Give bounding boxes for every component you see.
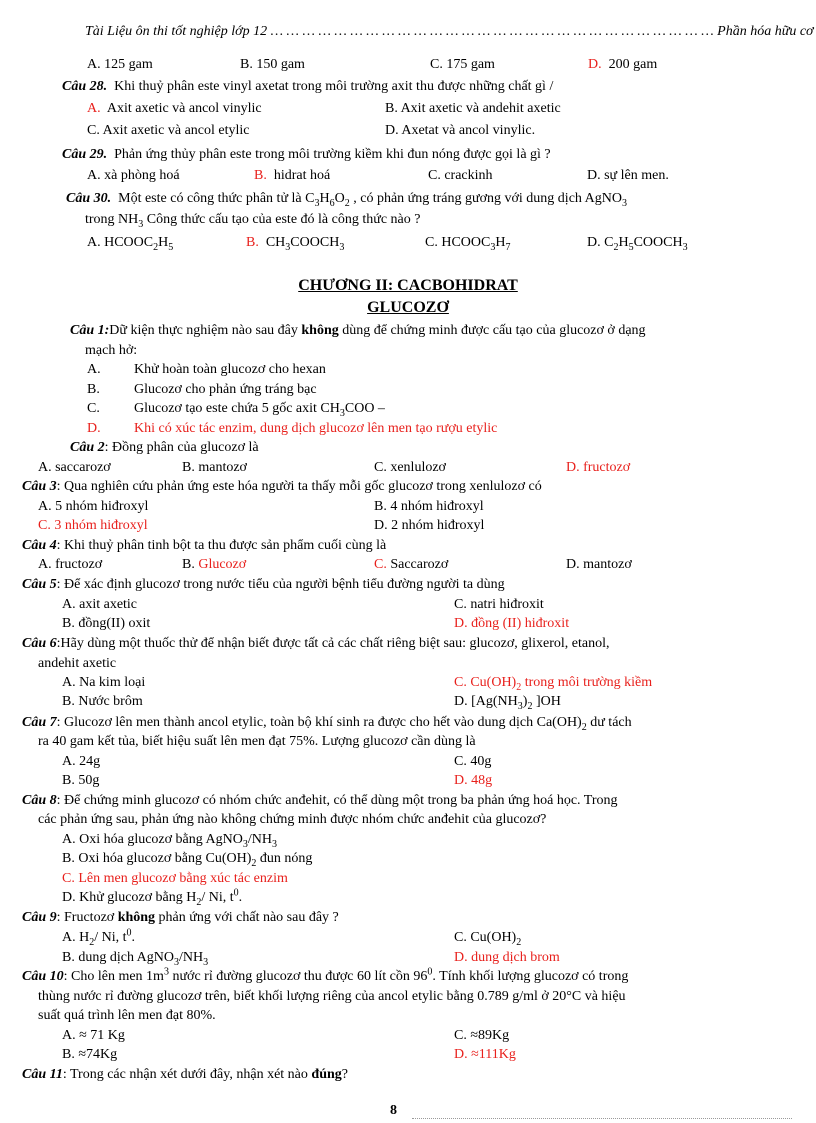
c9-option-a: A. $H_2/$ Ni, $t^0$. [62,927,136,948]
q30-question-line2: trong $NH_3$ Công thức cấu tạo của este đó là công thức nào ? [85,212,421,230]
q27-option-a: A. 125 gam [87,57,153,72]
c5-option-d: D. đồng (II) hiđroxit [454,616,570,631]
q27-option-d: D. 200 gam [588,57,658,72]
c5-option-b: B. đồng(II) oxit [62,616,151,631]
q28-option-d: D. Axetat và ancol vinylic. [385,123,536,138]
c10-question-line3: suất quá trình lên men đạt 80%. [38,1008,216,1023]
c3-option-a: A. 5 nhóm hiđroxyl [38,499,149,514]
page-header: Tài Liệu ôn thi tốt nghiệp lớp 12 … … … … … … … … … … … … … … … … … … … … … … … … … … … … Phần hóa hữu cơ [85,24,814,39]
c6-option-c: C. $Cu(OH)_2$ trong môi trường kiềm [454,675,653,693]
c11-question: Câu 11: Trong các nhận xét dưới đây, nhận xét nào đúng? [22,1067,348,1082]
c7-question: Câu 7: Glucozơ lên men thành ancol etylic, toàn bộ khí sinh ra được cho hết vào dung dịch $Ca(OH)_2$ dư tách [22,715,632,733]
q29-question: Câu 29. Phản ứng thủy phân este trong môi trường kiềm khi đun nóng được gọi là gì ? [62,147,551,162]
q29-option-d: D. sự lên men. [587,168,669,183]
c8-option-a: A. Oxi hóa glucozơ bằng $AgNO_3/NH_3$ [62,832,277,850]
c6-question: Câu 6:Hãy dùng một thuốc thử để nhận biết được tất cả các chất riêng biệt sau: glucozơ, glixerol, etanol, [22,636,610,651]
c9-option-d: D. dung dịch brom [454,950,560,965]
c3-option-d: D. 2 nhóm hiđroxyl [374,518,485,533]
c9-option-c: C. $Cu(OH)_2$ [454,930,522,948]
c8-option-d: D. Khử glucozơ bằng $H_2/$ Ni, $t^0$. [62,887,243,908]
c2-option-c: C. xenlulozơ [374,460,446,475]
c1-option-d: D. Khi có xúc tác enzim, dung dịch glucozơ lên men tạo rượu etylic [87,421,498,436]
q30-question: Câu 30. Một este có công thức phân tử là $C_3H_6O_2$ , có phản ứng tráng gương với dung dịch AgNO$_3$ [66,191,627,209]
c6-option-d: D. [$Ag(NH_3)_2$ ]OH [454,694,561,712]
q29-option-a: A. xà phòng hoá [87,168,180,183]
c8-question: Câu 8: Để chứng minh glucozơ có nhóm chức anđehit, có thể dùng một trong ba phản ứng hoá học. Trong [22,793,618,808]
c2-option-b: B. mantozơ [182,460,247,475]
c3-option-c: C. 3 nhóm hiđroxyl [38,518,148,533]
q29-option-b: B. hidrat hoá [254,168,331,183]
q28-option-c: C. Axit axetic và ancol etylic [87,123,250,138]
q27-option-c: C. 175 gam [430,57,495,72]
c6-option-a: A. Na kim loại [62,675,146,690]
c4-question: Câu 4: Khi thuỷ phân tinh bột ta thu được sản phẩm cuối cùng là [22,538,387,553]
c2-option-a: A. saccarozơ [38,460,111,475]
c4-option-a: A. fructozơ [38,557,103,572]
c4-option-b: B. Glucozơ [182,557,247,572]
c1-question-line2: mạch hở: [85,343,138,358]
q30-option-a: A. $HCOOC_2H_5$ [87,235,174,253]
chapter-title: CHƯƠNG II: CACBOHIDRAT [298,277,518,294]
c10-option-a: A. ≈ 71 Kg [62,1028,125,1043]
q28-question: Câu 28. Khi thuỷ phân este vinyl axetat trong môi trường axit thu được những chất gì / [62,79,554,94]
c7-option-b: B. 50g [62,773,100,788]
c6-question-line2: andehit axetic [38,656,117,671]
c5-option-a: A. axit axetic [62,597,138,612]
c2-question: Câu 2: Đồng phân của glucozơ là [70,440,259,455]
c4-option-c: C. Saccarozơ [374,557,449,572]
c4-option-d: D. mantozơ [566,557,632,572]
c8-option-b: B. Oxi hóa glucozơ bằng $Cu(OH)_2$ đun nóng [62,851,313,869]
c9-option-b: B. dung dịch $AgNO_3/NH_3$ [62,950,209,968]
c10-question: Câu 10: Cho lên men $1m^3$ nước rỉ đường glucozơ thu được 60 lít cồn $96^0$. Tính khối lượng glucozơ có trong [22,966,629,984]
c2-option-d: D. fructozơ [566,460,631,475]
chapter-subtitle: GLUCOZƠ [367,299,449,316]
c3-question: Câu 3: Qua nghiên cứu phản ứng este hóa người ta thấy mỗi gốc glucozơ trong xenlulozơ có [22,479,542,494]
c7-option-a: A. 24g [62,754,101,769]
c10-question-line2: thùng nước rỉ đường glucozơ trên, biết khối lượng riêng của ancol etylic bằng 0.789 g/ml ở 20°C và hiệu [38,989,626,1004]
c8-question-line2: các phản ứng sau, phản ứng nào không chứng minh được nhóm chức anđehit của glucozơ? [38,812,547,827]
q27-option-b: B. 150 gam [240,57,305,72]
c1-question: Câu 1:Dữ kiện thực nghiệm nào sau đây không dùng để chứng minh được cấu tạo của glucozơ ở dạng [70,323,646,338]
c1-option-a: A. Khử hoàn toàn glucozơ cho hexan [87,362,326,377]
q30-option-b: B. $CH_3COOCH_3$ [246,235,345,253]
page-number: 8 [390,1103,397,1118]
q29-option-c: C. crackinh [428,168,493,183]
c3-option-b: B. 4 nhóm hiđroxyl [374,499,484,514]
c10-option-b: B. ≈74Kg [62,1047,118,1062]
c7-option-d: D. 48g [454,773,493,788]
q30-option-d: D. $C_2H_5COOCH_3$ [587,235,688,253]
c9-question: Câu 9: Fructozơ không phản ứng với chất nào sau đây ? [22,910,339,925]
c7-question-line2: ra 40 gam kết tủa, biết hiệu suất lên men đạt 75%. Lượng glucozơ cần dùng là [38,734,476,749]
c7-option-c: C. 40g [454,754,492,769]
c6-option-b: B. Nước brôm [62,694,143,709]
q28-option-b: B. Axit axetic và andehit axetic [385,101,561,116]
q30-option-c: C. $HCOOC_3H_7$ [425,235,511,253]
footer-dotted-rule [412,1118,792,1119]
c5-option-c: C. natri hiđroxit [454,597,544,612]
c10-option-c: C. ≈89Kg [454,1028,510,1043]
c5-question: Câu 5: Để xác định glucozơ trong nước tiểu của người bệnh tiểu đường người ta dùng [22,577,505,592]
c1-option-c: C. Glucozơ tạo este chứa 5 gốc axit $CH_3COO$ – [87,401,385,419]
q28-option-a: A. Axit axetic và ancol vinylic [87,101,262,116]
c10-option-d: D. ≈111Kg [454,1047,516,1062]
c1-option-b: B. Glucozơ cho phản ứng tráng bạc [87,382,317,397]
c8-option-c: C. Lên men glucozơ bằng xúc tác enzim [62,871,288,886]
